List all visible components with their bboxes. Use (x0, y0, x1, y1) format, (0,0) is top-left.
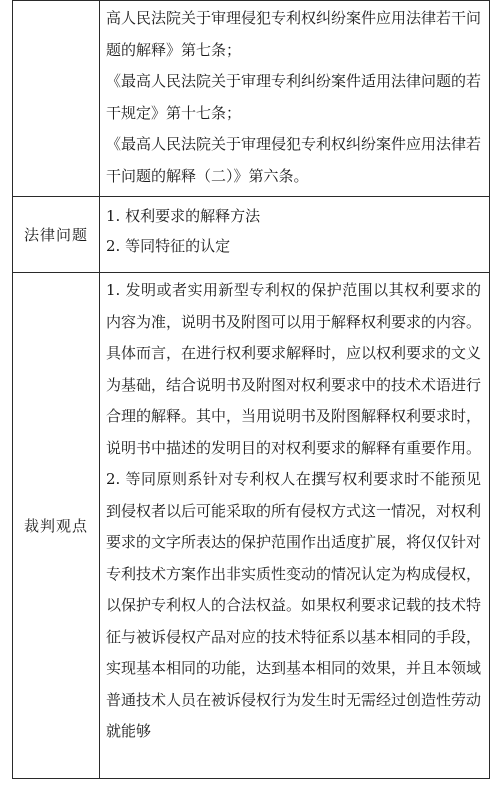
row-label-cell (13, 1, 100, 197)
document-table (12, 0, 490, 779)
row-label-legal-issues: 法律问题 (13, 197, 100, 273)
paragraph: 《最高人民法院关于审理专利纠纷案件适用法律问题的若干规定》第十七条； (106, 72, 482, 122)
row-content-cell (100, 1, 490, 197)
paragraph: 高人民法院关于审理侵犯专利权纠纷案件应用法律若干问题的解释》第七条； (106, 9, 482, 59)
table-row-legal-issues (13, 197, 490, 273)
list-item: 2. 等同特征的认定 (106, 237, 231, 255)
table-row-legal-basis (13, 1, 490, 197)
table-row-judgment-views (13, 273, 490, 779)
row-label-judgment-views: 裁判观点 (13, 273, 100, 779)
row-content-cell (100, 197, 490, 273)
list-item: 1. 权利要求的解释方法 (106, 207, 261, 225)
paragraph: 1. 发明或者实用新型专利权的保护范围以其权利要求的内容为准，说明书及附图可以用于解释权利要求的内容。具体而言，在进行权利要求解释时，应以权利要求的文义为基础，结合说明书及附图对权利要求中的技术术语进行合理的解释。其中，当用说明书及附图解释权利要求时，说明书中描述的发明目的对权利要求的解释有重要作用。 (106, 281, 482, 457)
paragraph: 2. 等同原则系针对专利权人在撰写权利要求时不能预见到侵权者以后可能采取的所有侵权方式这一情况，对权利要求的文字所表达的保护范围作出适度扩展，将仅仅针对专利技术方案作出非实质性变动的情况认定为构成侵权，以保护专利权人的合法权益。如果权利要求记载的技术特征与被诉侵权产品对应的技术特征系以基本相同的手段，实现基本相同的功能，达到基本相同的效果，并且本领域普通技术人员在被诉侵权行为发生时无需经过创造性劳动就能够 (106, 470, 482, 740)
row-content-cell (100, 273, 490, 779)
paragraph: 《最高人民法院关于审理侵犯专利权纠纷案件应用法律若干问题的解释（二）》第六条。 (106, 135, 482, 185)
